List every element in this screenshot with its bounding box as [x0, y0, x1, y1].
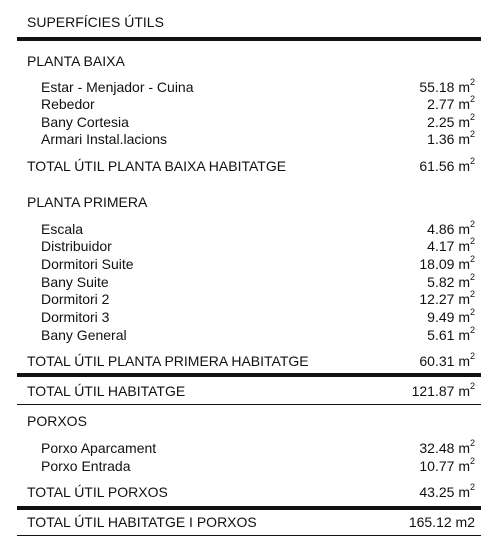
section-heading: PORXOS: [27, 413, 87, 429]
section-heading: PLANTA BAIXA: [27, 53, 125, 69]
room-label: Armari Instal.lacions: [41, 131, 168, 147]
room-area: 9.49 $m^2$: [427, 307, 475, 325]
divider: [17, 506, 481, 510]
room-area: 2.25 $m^2$: [427, 112, 475, 130]
grand-total-area: 165.12 m2: [408, 514, 475, 530]
room-area: 10.77 $m^2$: [419, 456, 475, 474]
room-label: Dormitori 2: [41, 291, 110, 307]
divider: [17, 37, 481, 41]
room-area: 18.09 $m^2$: [419, 254, 475, 272]
divider: [17, 535, 481, 536]
room-area: 55.18 $m^2$: [419, 77, 475, 95]
subtotal-label: TOTAL ÚTIL PLANTA BAIXA HABITATGE: [27, 158, 287, 174]
room-area: 4.86 $m^2$: [427, 219, 475, 237]
room-label: Bany Cortesia: [41, 114, 129, 130]
room-area: 5.82 $m^2$: [427, 272, 475, 290]
total-area: 121.87 $m^2$: [411, 381, 475, 399]
subtotal-area: 43.25 $m^2$: [419, 482, 475, 500]
grand-total-label: TOTAL ÚTIL HABITATGE I PORXOS: [27, 514, 257, 530]
room-label: Bany Suite: [41, 274, 109, 290]
room-label: Porxo Entrada: [41, 458, 131, 474]
room-area: 5.61 $m^2$: [427, 325, 475, 343]
room-area: 4.17 $m^2$: [427, 236, 475, 254]
subtotal-label: TOTAL ÚTIL PLANTA PRIMERA HABITATGE: [27, 353, 309, 369]
room-label: Distribuidor: [41, 238, 112, 254]
room-area: 2.77 $m^2$: [427, 94, 475, 112]
room-label: Estar - Menjador - Cuina: [41, 79, 194, 95]
subtotal-label: TOTAL ÚTIL PORXOS: [27, 484, 168, 500]
room-label: Dormitori 3: [41, 309, 110, 325]
room-label: Rebedor: [41, 96, 95, 112]
total-label: TOTAL ÚTIL HABITATGE: [27, 383, 186, 399]
divider: [17, 373, 481, 377]
divider: [17, 404, 481, 405]
subtotal-area: 61.56 $m^2$: [419, 156, 475, 174]
room-area: 1.36 $m^2$: [427, 129, 475, 147]
page-title: SUPERFÍCIES ÚTILS: [27, 14, 164, 30]
room-label: Dormitori Suite: [41, 256, 134, 272]
room-label: Bany General: [41, 327, 127, 343]
section-heading: PLANTA PRIMERA: [27, 194, 148, 210]
subtotal-area: 60.31 $m^2$: [419, 351, 475, 369]
room-label: Escala: [41, 221, 84, 237]
room-area: 32.48 $m^2$: [419, 438, 475, 456]
room-area: 12.27 $m^2$: [419, 289, 475, 307]
room-label: Porxo Aparcament: [41, 440, 157, 456]
